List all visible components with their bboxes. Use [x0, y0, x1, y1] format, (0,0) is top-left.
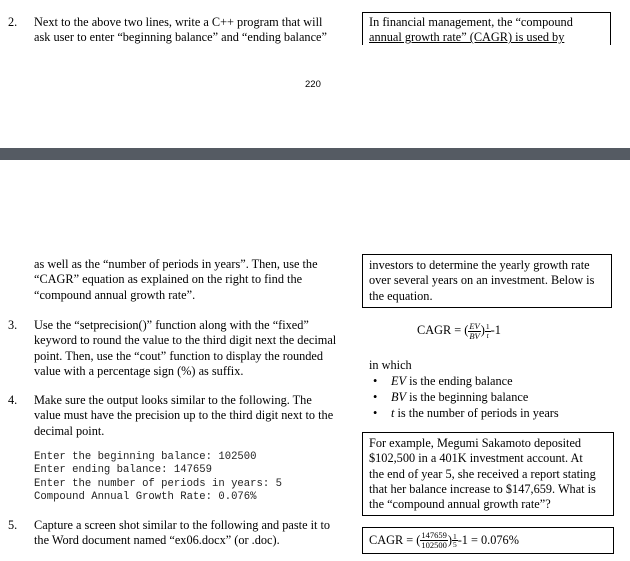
text-line: Use the “setprecision()” function along with the “fixed” [34, 318, 309, 332]
text-line: “CAGR” equation as explained on the right to find the [34, 272, 303, 287]
exponent-denominator: t [486, 330, 489, 340]
text-line: the Word document named “ex06.docx” (or .doc). [34, 533, 280, 548]
console-line: Enter the number of periods in years: 5 [34, 477, 282, 490]
text-line: value must have the precision up to the third digit next to the [34, 408, 334, 423]
result-numerator: 147659 [421, 530, 447, 540]
item-2-text [34, 15, 359, 46]
item-2-number: 2. [8, 15, 18, 29]
text-line: Make sure the output looks similar to the following. The [34, 393, 312, 407]
cagr-info-box-top [362, 12, 611, 45]
exponent-numerator: 1 [485, 322, 490, 331]
item-2-line: Next to the above two lines, write a C++ program that will [34, 15, 323, 29]
variable-name: EV [391, 374, 407, 388]
result-tail: -1 = 0.076% [457, 532, 519, 547]
console-line: Enter the beginning balance: 102500 [34, 451, 257, 463]
result-exponent-numerator: 1 [452, 531, 457, 541]
text-line: the “compound annual growth rate”? [369, 497, 551, 512]
variable-description: is the ending balance [406, 374, 513, 388]
result-fraction [420, 531, 448, 550]
list-item [369, 373, 609, 389]
text-line: over several years on an investment. Below is [369, 273, 595, 288]
item-5-text [34, 518, 359, 549]
box-line: In financial management, the “compound [369, 15, 573, 29]
result-exponent-denominator: 5 [452, 540, 457, 549]
formula-lhs: CAGR = ( [417, 323, 469, 338]
variable-description: is the number of periods in years [394, 406, 559, 420]
cagr-formula: CAGR = ( $\frac{EV}{BV}$ ) $\frac{1}{t}$ -1 [417, 320, 501, 341]
text-line: “compound annual growth rate”. [34, 287, 196, 302]
variable-list [369, 373, 609, 421]
text-line: For example, Megumi Sakamoto deposited [369, 436, 582, 450]
page-number: 220 [305, 79, 321, 90]
console-line: Enter ending balance: 147659 [34, 464, 213, 477]
item-4-text [34, 393, 359, 439]
text-line: point. Then, use the “cout” function to display the rounded [34, 348, 324, 363]
example-box [362, 432, 614, 516]
formula-fraction [468, 322, 480, 341]
formula-numerator: EV [469, 320, 480, 331]
item-2-line: ask user to enter “beginning balance” and “ending balance” [34, 30, 327, 45]
variable-name: BV [391, 390, 407, 404]
item-4-number: 4. [8, 393, 18, 407]
item-3-number: 3. [8, 318, 18, 332]
text-line: Capture a screen shot similar to the following and paste it to [34, 518, 331, 532]
formula-tail: -1 [490, 323, 501, 338]
variable-name: t [391, 406, 395, 420]
cagr-result-box: CAGR = ( $\frac{147659}{102500}$ ) $\frac{1}{5}$ -1 = 0.076% [362, 527, 614, 554]
console-output [34, 451, 282, 505]
text-line: investors to determine the yearly growth rate [369, 258, 590, 272]
text-line: that her balance increase to $147,659. What is [369, 481, 596, 496]
formula-denominator: BV [469, 330, 480, 341]
in-which-label: in which [369, 358, 412, 372]
text-line: $102,500 in a 401K investment account. At [369, 451, 583, 466]
variable-description: is the beginning balance [406, 390, 529, 404]
result-denominator: 102500 [421, 540, 447, 550]
page-break-divider [0, 148, 630, 160]
text-line: as well as the “number of periods in years”. Then, use the [34, 257, 318, 271]
console-line: Compound Annual Growth Rate: 0.076% [34, 491, 257, 504]
box-line: annual growth rate” (CAGR) is used by [369, 30, 565, 45]
bullet-icon: • [373, 406, 378, 420]
text-line: the end of year 5, she received a report stating [369, 466, 596, 481]
item-2-continuation [34, 257, 359, 303]
text-line: value with a percentage sign (%) as suffix. [34, 363, 244, 378]
text-line: keyword to round the value to the third digit next the decimal [34, 333, 337, 348]
result-lhs: CAGR = ( [369, 532, 421, 547]
list-item [369, 389, 609, 405]
item-5-number: 5. [8, 518, 18, 532]
item-3-text [34, 318, 359, 379]
cagr-intro-box [362, 254, 612, 308]
bullet-icon: • [373, 390, 378, 404]
list-item [369, 405, 609, 421]
bullet-icon: • [373, 374, 378, 388]
text-line: decimal point. [34, 423, 105, 438]
text-line: the equation. [369, 288, 433, 303]
